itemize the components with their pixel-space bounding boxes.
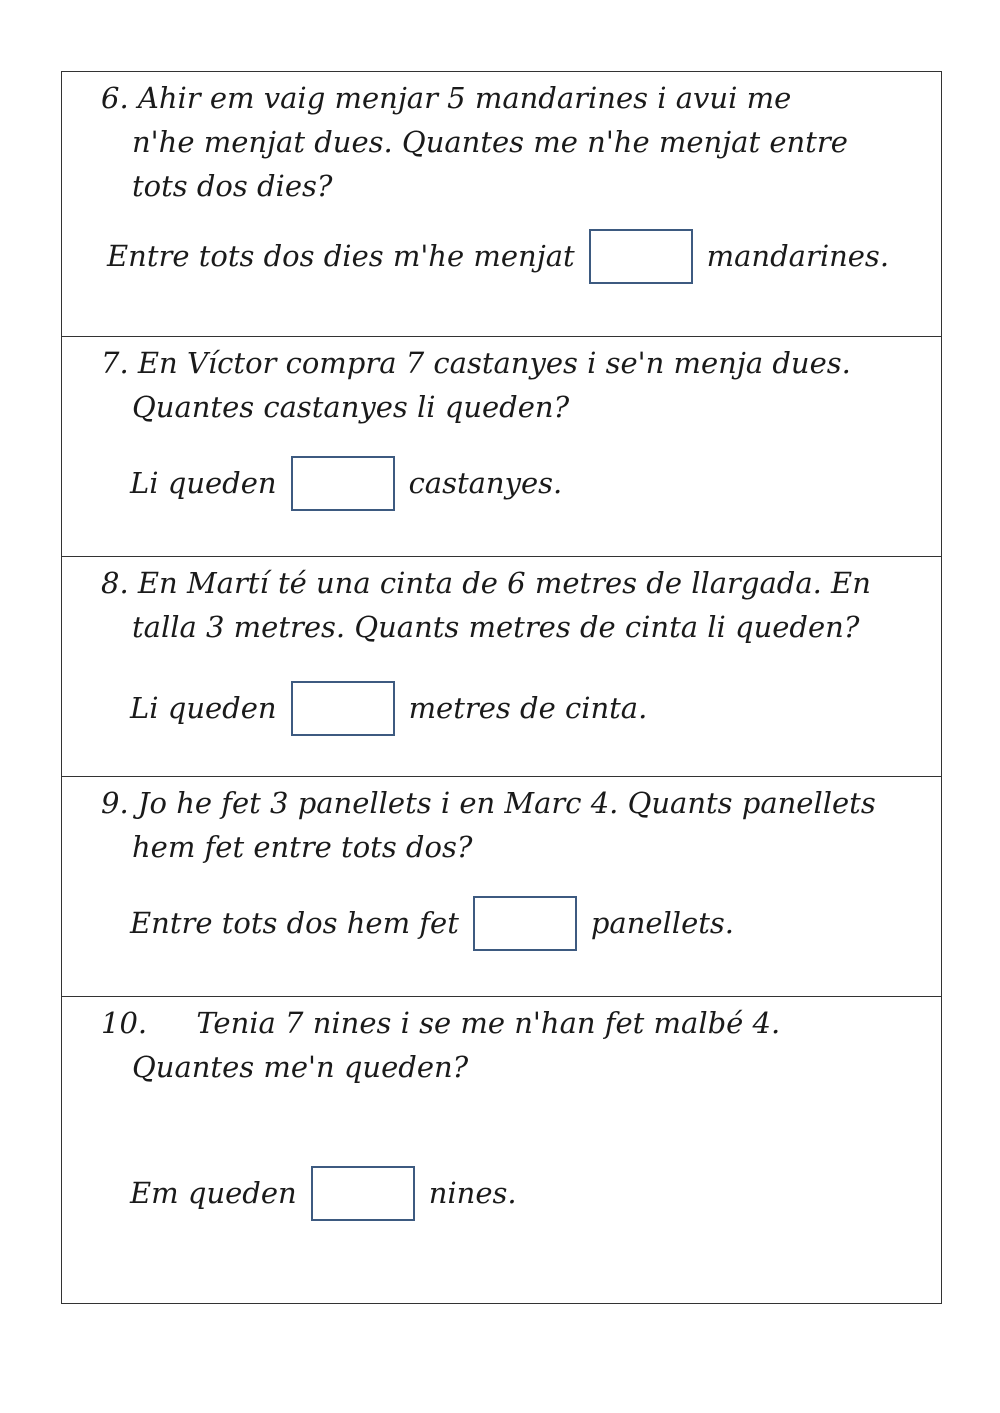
problem-7-line-1: En Víctor compra 7 castanyes i se'n menja dues.	[137, 346, 851, 380]
problem-10-answer-box[interactable]	[311, 1166, 415, 1221]
problem-6	[62, 72, 941, 337]
problem-6-answer-box[interactable]	[589, 229, 693, 284]
problem-6-answer-sentence	[107, 227, 889, 285]
problem-7-question	[101, 341, 929, 429]
problem-7-answer-box[interactable]	[291, 456, 395, 511]
problem-7	[62, 337, 941, 557]
problem-8-answer-box[interactable]	[291, 681, 395, 736]
problem-7-answer-sentence	[130, 454, 562, 512]
problem-10-answer-prefix: Em queden	[130, 1176, 297, 1210]
problem-9-line-1: Jo he fet 3 panellets i en Marc 4. Quants panellets	[137, 786, 876, 820]
problem-8-answer-prefix: Li queden	[130, 691, 277, 725]
problem-6-question	[101, 76, 929, 208]
problem-6-answer-suffix: mandarines.	[706, 239, 890, 273]
problem-8-question	[101, 561, 929, 649]
problem-10-number: 10.	[101, 1006, 148, 1040]
problem-9-answer-suffix: panellets.	[590, 906, 735, 940]
worksheet-table	[61, 71, 942, 1304]
problem-9-line-2: hem fet entre tots dos?	[132, 830, 473, 864]
problem-6-line-2: n'he menjat dues. Quantes me n'he menjat entre	[132, 125, 848, 159]
problem-9-answer-sentence	[130, 894, 734, 952]
problem-10-line-2: Quantes me'n queden?	[132, 1050, 469, 1084]
problem-6-line-3: tots dos dies?	[132, 169, 333, 203]
problem-8-number: 8.	[101, 566, 129, 600]
problem-10	[62, 997, 941, 1305]
problem-7-answer-suffix: castanyes.	[408, 466, 563, 500]
problem-8-answer-sentence	[130, 679, 647, 737]
problem-9-question	[101, 781, 929, 869]
problem-6-answer-prefix: Entre tots dos dies m'he menjat	[107, 239, 575, 273]
problem-8-answer-suffix: metres de cinta.	[408, 691, 648, 725]
problem-7-number: 7.	[101, 346, 129, 380]
problem-9-answer-box[interactable]	[473, 896, 577, 951]
problem-10-question	[101, 1001, 929, 1089]
problem-8-line-2: talla 3 metres. Quants metres de cinta li queden?	[132, 610, 860, 644]
problem-9-answer-prefix: Entre tots dos hem fet	[130, 906, 459, 940]
problem-10-answer-sentence	[130, 1164, 517, 1222]
problem-10-line-1: Tenia 7 nines i se me n'han fet malbé 4.	[196, 1006, 781, 1040]
problem-6-line-1: Ahir em vaig menjar 5 mandarines i avui me	[137, 81, 792, 115]
problem-7-answer-prefix: Li queden	[130, 466, 277, 500]
problem-9	[62, 777, 941, 997]
problem-9-number: 9.	[101, 786, 129, 820]
problem-6-number: 6.	[101, 81, 129, 115]
problem-8	[62, 557, 941, 777]
problem-8-line-1: En Martí té una cinta de 6 metres de llargada. En	[137, 566, 871, 600]
problem-10-answer-suffix: nines.	[428, 1176, 517, 1210]
problem-7-line-2: Quantes castanyes li queden?	[132, 390, 570, 424]
